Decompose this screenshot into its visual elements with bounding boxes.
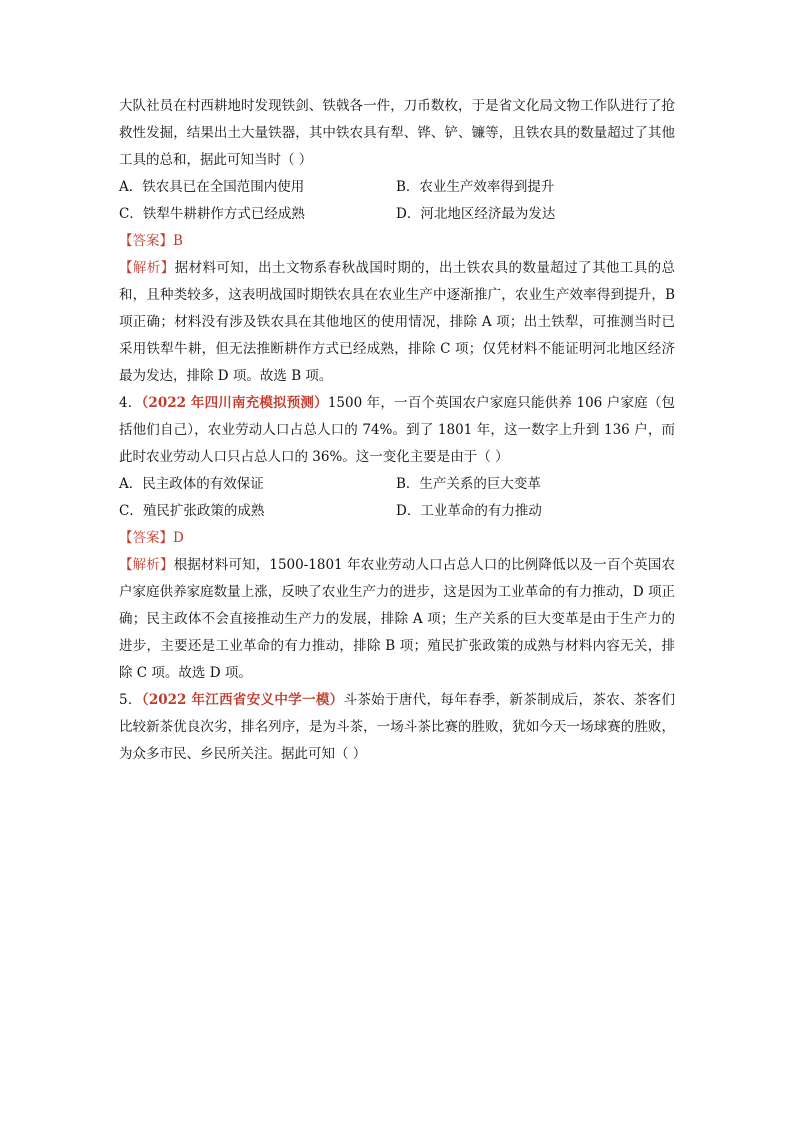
q4-source: （2022 年四川南充模拟预测）	[141, 395, 328, 411]
q4-option-b: B．生产关系的巨大变革	[396, 476, 541, 492]
question-content	[119, 93, 675, 768]
q3-answer	[119, 228, 675, 255]
q3-answer-tag: 【答案】	[119, 233, 173, 249]
q4-answer-tag: 【答案】	[119, 530, 173, 546]
q3-option-a: A．铁农具已在全国范围内使用	[119, 179, 305, 195]
q3-analysis-text: 据材料可知，出土文物系春秋战国时期的，出土铁农具的数量超过了其他工具的总和，且种类较多，这表明战国时期铁农具在农业生产中逐渐推广，农业生产效率得到提升，B 项正确；材料没有涉及铁农具在其他地区的使用情况，排除 A 项；出土铁犁，可推测当时已采用铁犁牛耕，但无法推断耕作方式已经成熟，排除 C 项；仅凭材料不能证明河北地区经济最为发达，排除 D 项。故选 B 项。	[119, 260, 676, 384]
q4-answer	[119, 525, 675, 552]
q5-source: （2022 年江西省安义中学一模）	[141, 692, 344, 708]
q4-option-c: C．殖民扩张政策的成熟	[119, 503, 265, 519]
q4-options	[119, 471, 675, 525]
q5-stem: 斗茶始于唐代，每年春季，新茶制成后，茶农、茶客们比较新茶优良次劣，排名列序，是为斗茶，一场斗茶比赛的胜败，犹如今天一场球赛的胜败，为众多市民、乡民所关注。据此可知（ ）	[119, 692, 676, 762]
q3-answer-value: B	[173, 233, 183, 249]
q4-analysis-tag: 【解析】	[119, 557, 174, 573]
q3-analysis	[119, 255, 675, 390]
q3-analysis-tag: 【解析】	[119, 260, 175, 276]
q4-answer-value: D	[173, 530, 184, 546]
q4-number: 4．	[119, 395, 142, 411]
q3-option-d: D．河北地区经济最为发达	[396, 206, 556, 222]
q4-analysis-text: 根据材料可知，1500-1801 年农业劳动人口占总人口的比例降低以及一百个英国农户家庭供养家庭数量上涨，反映了农业生产力的进步，这是因为工业革命的有力推动，D 项正确；民主政体不会直接推动生产力的发展，排除 A 项；生产关系的巨大变革是由于生产力的进步，主要还是工业革命的有力推动，排除 B 项；殖民扩张政策的成熟与材料内容无关，排除 C 项。故选 D 项。	[119, 557, 675, 681]
q4-analysis	[119, 552, 675, 687]
q3-option-b: B．农业生产效率得到提升	[396, 179, 555, 195]
q5	[119, 687, 675, 768]
q4	[119, 390, 675, 471]
q4-stem: 1500 年，一百个英国农户家庭只能供养 106 户家庭（包括他们自己），农业劳动人口占总人口的 74%。到了 1801 年，这一数字上升到 136 户，而此时农业劳动人口只占总人口的 36%。这一变化主要是由于（ ）	[119, 395, 676, 465]
q3-stem: 大队社员在村西耕地时发现铁剑、铁戟各一件，刀币数枚，于是省文化局文物工作队进行了抢救性发掘，结果出土大量铁器，其中铁农具有犁、铧、铲、镰等，且铁农具的数量超过了其他工具的总和，据此可知当时（ ）	[119, 98, 675, 168]
q3-options	[119, 174, 675, 228]
q3-option-c: C．铁犁牛耕耕作方式已经成熟	[119, 206, 305, 222]
q4-option-d: D．工业革命的有力推动	[396, 503, 542, 519]
q5-number: 5．	[119, 692, 142, 708]
q4-option-a: A．民主政体的有效保证	[119, 476, 264, 492]
